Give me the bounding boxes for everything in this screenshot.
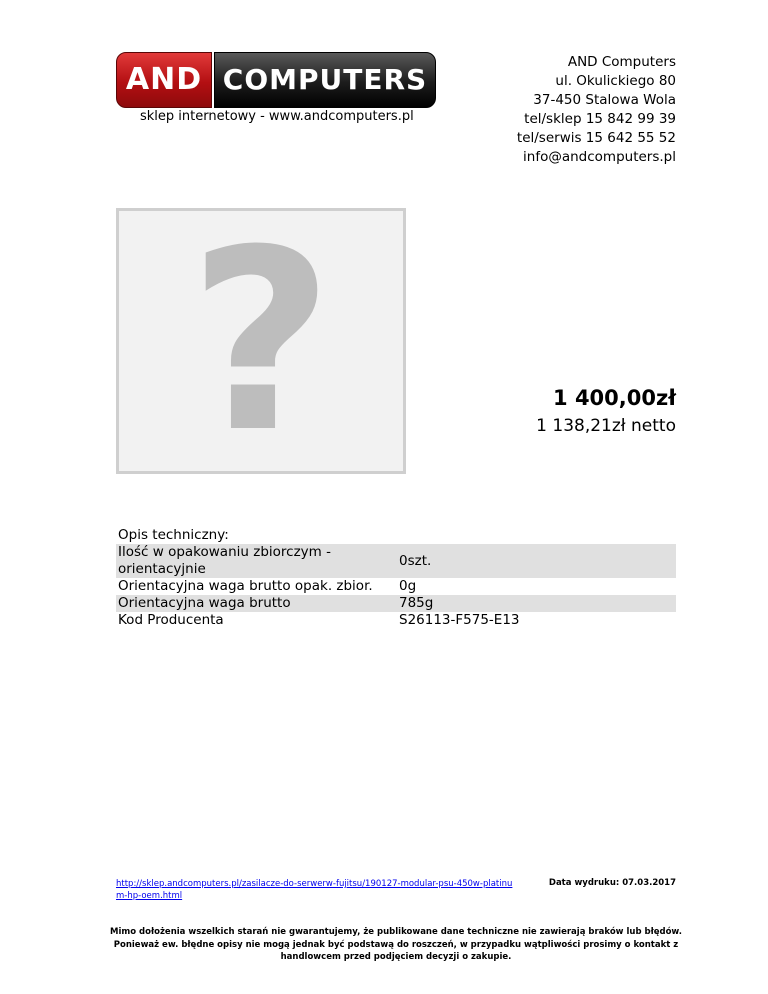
company-phone-service: tel/serwis 15 642 55 52 [516, 130, 676, 146]
spec-value: 0szt. [397, 544, 676, 578]
spec-row [116, 544, 676, 578]
logo-computers-part: COMPUTERS [214, 52, 436, 108]
product-image-placeholder [116, 196, 406, 487]
company-street: ul. Okulickiego 80 [555, 73, 676, 89]
price-net: 1 138,21zł netto [536, 416, 676, 436]
spec-title: Opis techniczny: [118, 527, 229, 543]
company-name: AND Computers [567, 54, 676, 70]
company-city: 37-450 Stalowa Wola [533, 92, 676, 108]
disclaimer-text: Mimo dołożenia wszelkich starań nie gwarantujemy, że publikowane dane techniczne nie zawierają braków lub błędów. Ponieważ ew. błędne opisy nie mogą jednak być podstawą do roszczeń, w przypadku wątpliwości prosimy o kontakt z handlowcem przed podjęciem decyzji o zakupie. [110, 927, 682, 962]
company-phone-shop: tel/sklep 15 842 99 39 [524, 111, 676, 127]
price-gross: 1 400,00zł [553, 386, 676, 410]
spec-row [116, 578, 676, 595]
spec-value: 0g [399, 578, 417, 594]
store-logo [116, 52, 436, 108]
question-mark-icon: ? [188, 196, 334, 487]
spec-label: Orientacyjna waga brutto [116, 595, 397, 612]
print-date: Data wydruku: 07.03.2017 [548, 878, 676, 888]
spec-row [116, 612, 676, 629]
store-tagline: sklep internetowy - www.andcomputers.pl [140, 109, 414, 124]
spec-label: Ilość w opakowaniu zbiorczym - orientacyjnie [116, 544, 397, 578]
product-url-link[interactable]: http://sklep.andcomputers.pl/zasilacze-do-serwerw-fujitsu/190127-modular-psu-450w-platinum-hp-oem.html [116, 879, 513, 901]
spec-value: S26113-F575-E13 [399, 612, 520, 628]
spec-label: Orientacyjna waga brutto opak. zbior. [118, 578, 373, 594]
company-email: info@andcomputers.pl [523, 149, 676, 165]
spec-table [116, 544, 676, 629]
company-address [517, 53, 676, 167]
logo-and-part: AND [116, 52, 212, 108]
spec-row [116, 595, 676, 612]
spec-value: 785g [397, 595, 676, 612]
spec-label: Kod Producenta [118, 612, 224, 628]
